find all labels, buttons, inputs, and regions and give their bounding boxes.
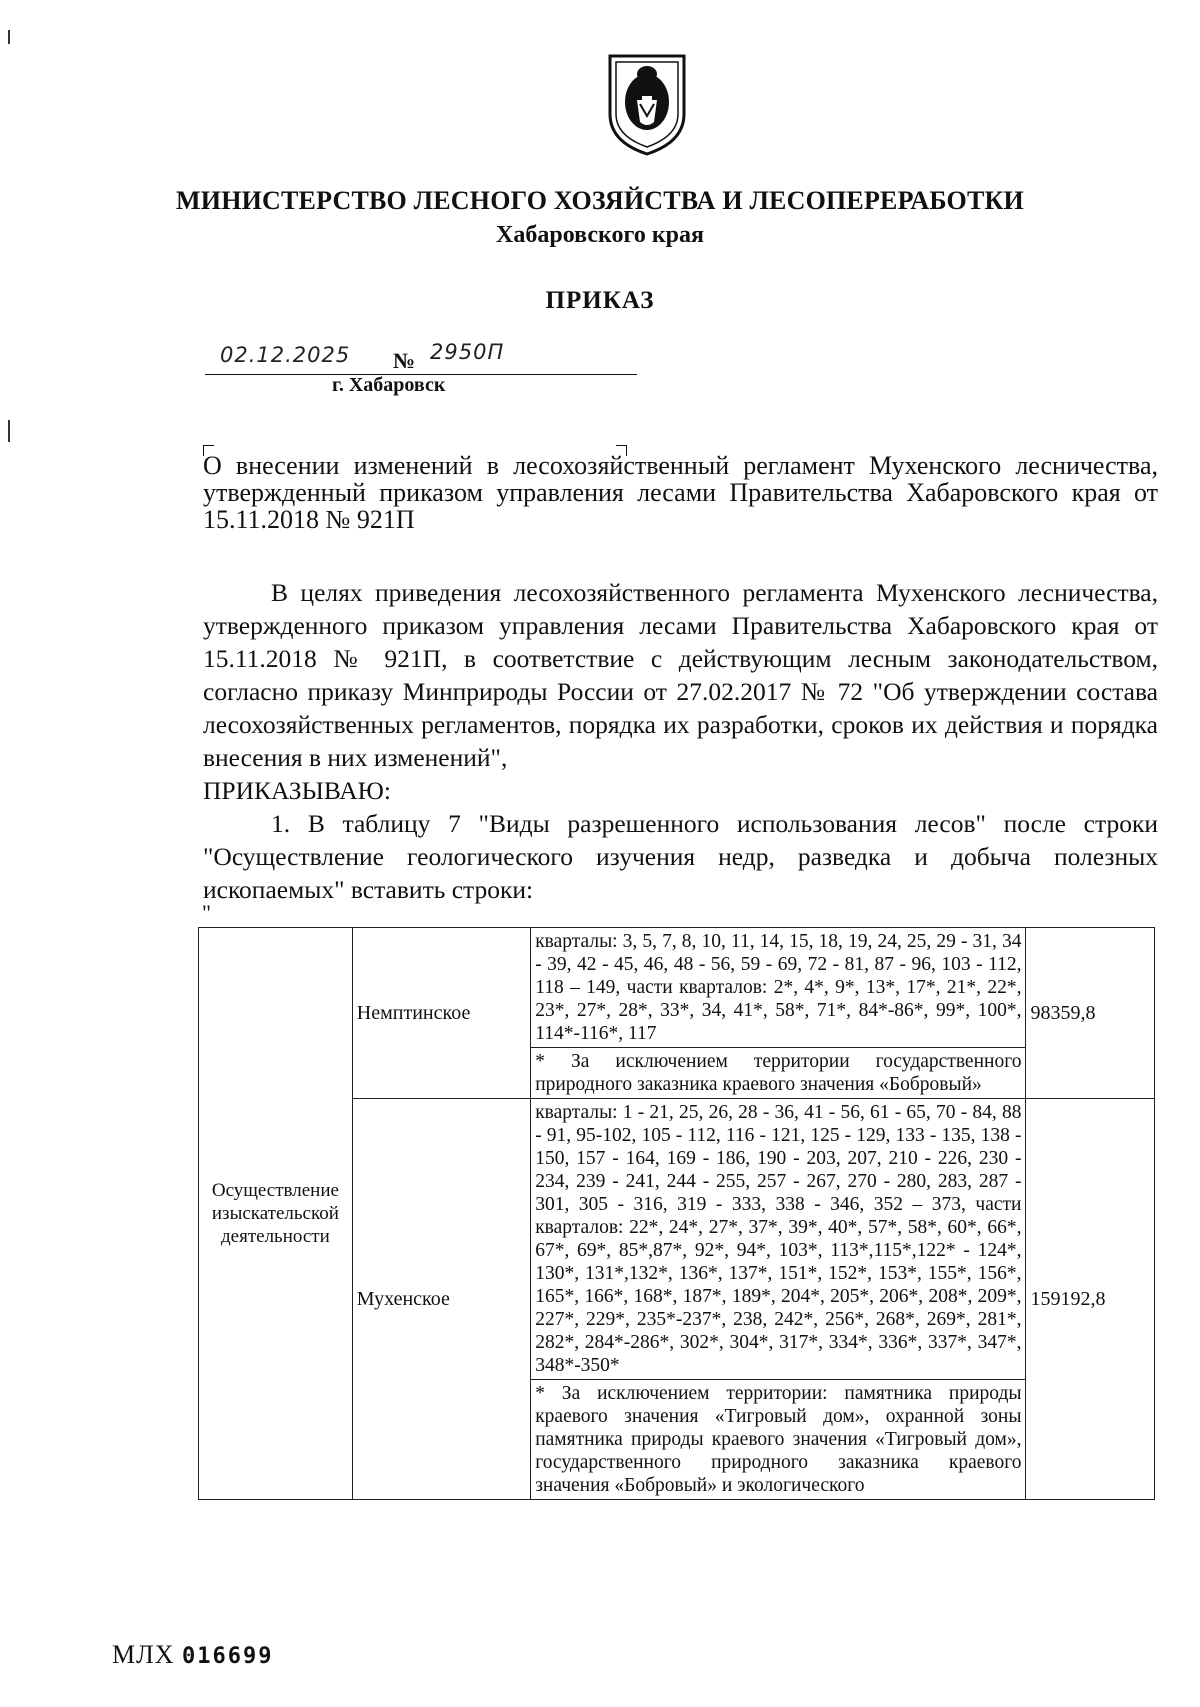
document-type: ПРИКАЗ: [545, 287, 655, 314]
preamble-paragraph: В целях приведения лесохозяйственного регламента Мухенского лесничества, утвержденного приказом управления лесами Правительства Хабаровского края от 15.11.2018 № 921П, в соответствие с действующим лесным законодательством, согласно приказу Минприроды России от 27.02.2017 № 72 "Об утверждении состава лесохозяйственных регламентов, порядка их разработки, сроков их действия и порядка внесения в них изменений",: [203, 578, 1158, 772]
permitted-use-table: [198, 927, 1155, 1500]
item-1-paragraph: 1. В таблицу 7 "Виды разрешенного использования лесов" после строки "Осуществление геологического изучения недр, разведка и добыча полезных ископаемых" вставить строки:: [203, 809, 1158, 904]
scan-mark: [8, 30, 10, 44]
order-subject: О внесении изменений в лесохозяйственный регламент Мухенского лесничества, утвержденный приказом управления лесами Правительства Хабаровского края от 15.11.2018 № 921П: [203, 451, 1158, 534]
form-series: МЛХ: [112, 1640, 175, 1669]
forestry-cell: Немптинское: [352, 928, 530, 1099]
activity-cell: Осуществление изыскательской деятельности: [199, 928, 353, 1500]
open-quote: ": [202, 900, 211, 925]
note-cell: * За исключением территории: памятника природы краевого значения «Тигровый дом», охранной зоны памятника природы краевого значения «Тигровый дом», государственного природного заказника краевого значения «Бобровый» и экологического: [531, 1380, 1026, 1500]
number-sign: №: [393, 348, 416, 373]
quarters-cell: кварталы: 3, 5, 7, 8, 10, 11, 14, 15, 18, 19, 24, 25, 29 - 31, 34 - 39, 42 - 45, 46, 48 - 56, 59 - 69, 72 - 81, 87 - 96, 103 - 112, 118 – 149, части кварталов: 2*, 4*, 9*, 13*, 17*, 21*, 22*, 23*, 27*, 28*, 33*, 34, 41*, 58*, 71*, 84*-86*, 99*, 100*, 114*-116*, 117: [531, 928, 1026, 1048]
forestry-cell: Мухенское: [352, 1099, 530, 1500]
order-number: 2950П: [430, 340, 505, 364]
form-serial: [112, 1640, 274, 1670]
area-cell: 159192,8: [1026, 1099, 1155, 1500]
scan-mark: [8, 420, 10, 442]
order-date: 02.12.2025: [220, 343, 351, 367]
region-title: Хабаровского края: [496, 222, 704, 248]
order-body: [203, 576, 1158, 906]
khabarovsk-coat-of-arms-icon: [604, 52, 690, 158]
area-cell: 98359,8: [1026, 928, 1155, 1099]
note-cell: * За исключением территории государственного природного заказника краевого значения «Бобровый»: [531, 1048, 1026, 1099]
issue-city: г. Хабаровск: [332, 374, 446, 396]
ministry-title: МИНИСТЕРСТВО ЛЕСНОГО ХОЗЯЙСТВА И ЛЕСОПЕРЕРАБОТКИ: [176, 186, 1024, 215]
order-word: ПРИКАЗЫВАЮ:: [203, 776, 391, 805]
table-row: [199, 928, 1155, 1048]
quarters-cell: кварталы: 1 - 21, 25, 26, 28 - 36, 41 - 56, 61 - 65, 70 - 84, 88 - 91, 95-102, 105 - 112, 116 - 121, 125 - 129, 133 - 135, 138 - 150, 157 - 164, 169 - 186, 190 - 203, 207, 210 - 226, 230 - 234, 239 - 241, 244 - 255, 257 - 267, 270 - 280, 283, 287 - 301, 305 - 316, 319 - 333, 338 - 346, 352 – 373, части кварталов: 22*, 24*, 27*, 37*, 39*, 40*, 57*, 58*, 60*, 66*, 67*, 69*, 85*,87*, 92*, 94*, 103*, 113*,115*,122* - 124*, 130*, 131*,132*, 136*, 137*, 151*, 152*, 153*, 155*, 156*, 165*, 166*, 168*, 187*, 189*, 204*, 205*, 206*, 208*, 209*, 227*, 229*, 235*-237*, 238, 242*, 256*, 268*, 269*, 281*, 282*, 284*-286*, 302*, 304*, 317*, 334*, 336*, 337*, 347*, 348*-350*: [531, 1099, 1026, 1380]
form-serial-number: 016699: [182, 1644, 274, 1669]
